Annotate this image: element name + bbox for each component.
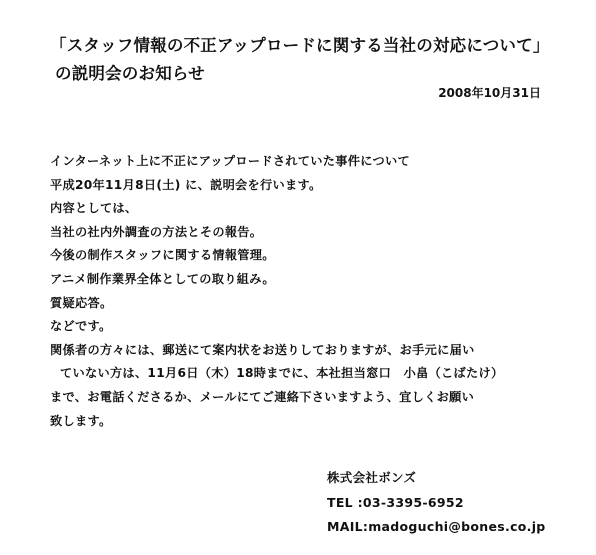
- body-line: 質疑応答。: [50, 295, 113, 310]
- title-line-2: の説明会のお知らせ: [55, 64, 205, 83]
- body-line: 平成20年11月8日(土) に、説明会を行います。: [50, 177, 322, 192]
- body-line: ていない方は、11月6日（木）18時までに、本社担当窓口 小畠（こばたけ）: [60, 366, 504, 381]
- body-line: 致します。: [50, 413, 112, 428]
- notice-body: [50, 150, 560, 433]
- email-address: MAIL:madoguchi@bones.co.jp: [327, 519, 546, 534]
- page-title: [50, 32, 550, 88]
- body-line: 当社の社内外調査の方法とその報告。: [50, 224, 263, 239]
- body-line: インターネット上に不正にアップロードされていた事件について: [50, 154, 410, 168]
- title-line-1: 「スタッフ情報の不正アップロードに関する当社の対応について」: [50, 36, 550, 55]
- body-line: などです。: [50, 319, 112, 334]
- body-line: まで、お電話くださるか、メールにてご連絡下さいますよう、宜しくお願い: [50, 389, 475, 404]
- body-line: 関係者の方々には、郵送にて案内状をお送りしておりますが、お手元に届い: [50, 342, 475, 357]
- telephone-number: TEL :03-3395-6952: [327, 494, 464, 510]
- contact-signature: [327, 466, 546, 540]
- body-line: アニメ制作業界全体としての取り組み。: [50, 271, 275, 286]
- body-line: 今後の制作スタッフに関する情報管理。: [50, 248, 275, 263]
- publication-date: 2008年10月31日: [438, 86, 541, 100]
- company-name: 株式会社ボンズ: [327, 470, 417, 485]
- body-line: 内容としては、: [50, 201, 138, 216]
